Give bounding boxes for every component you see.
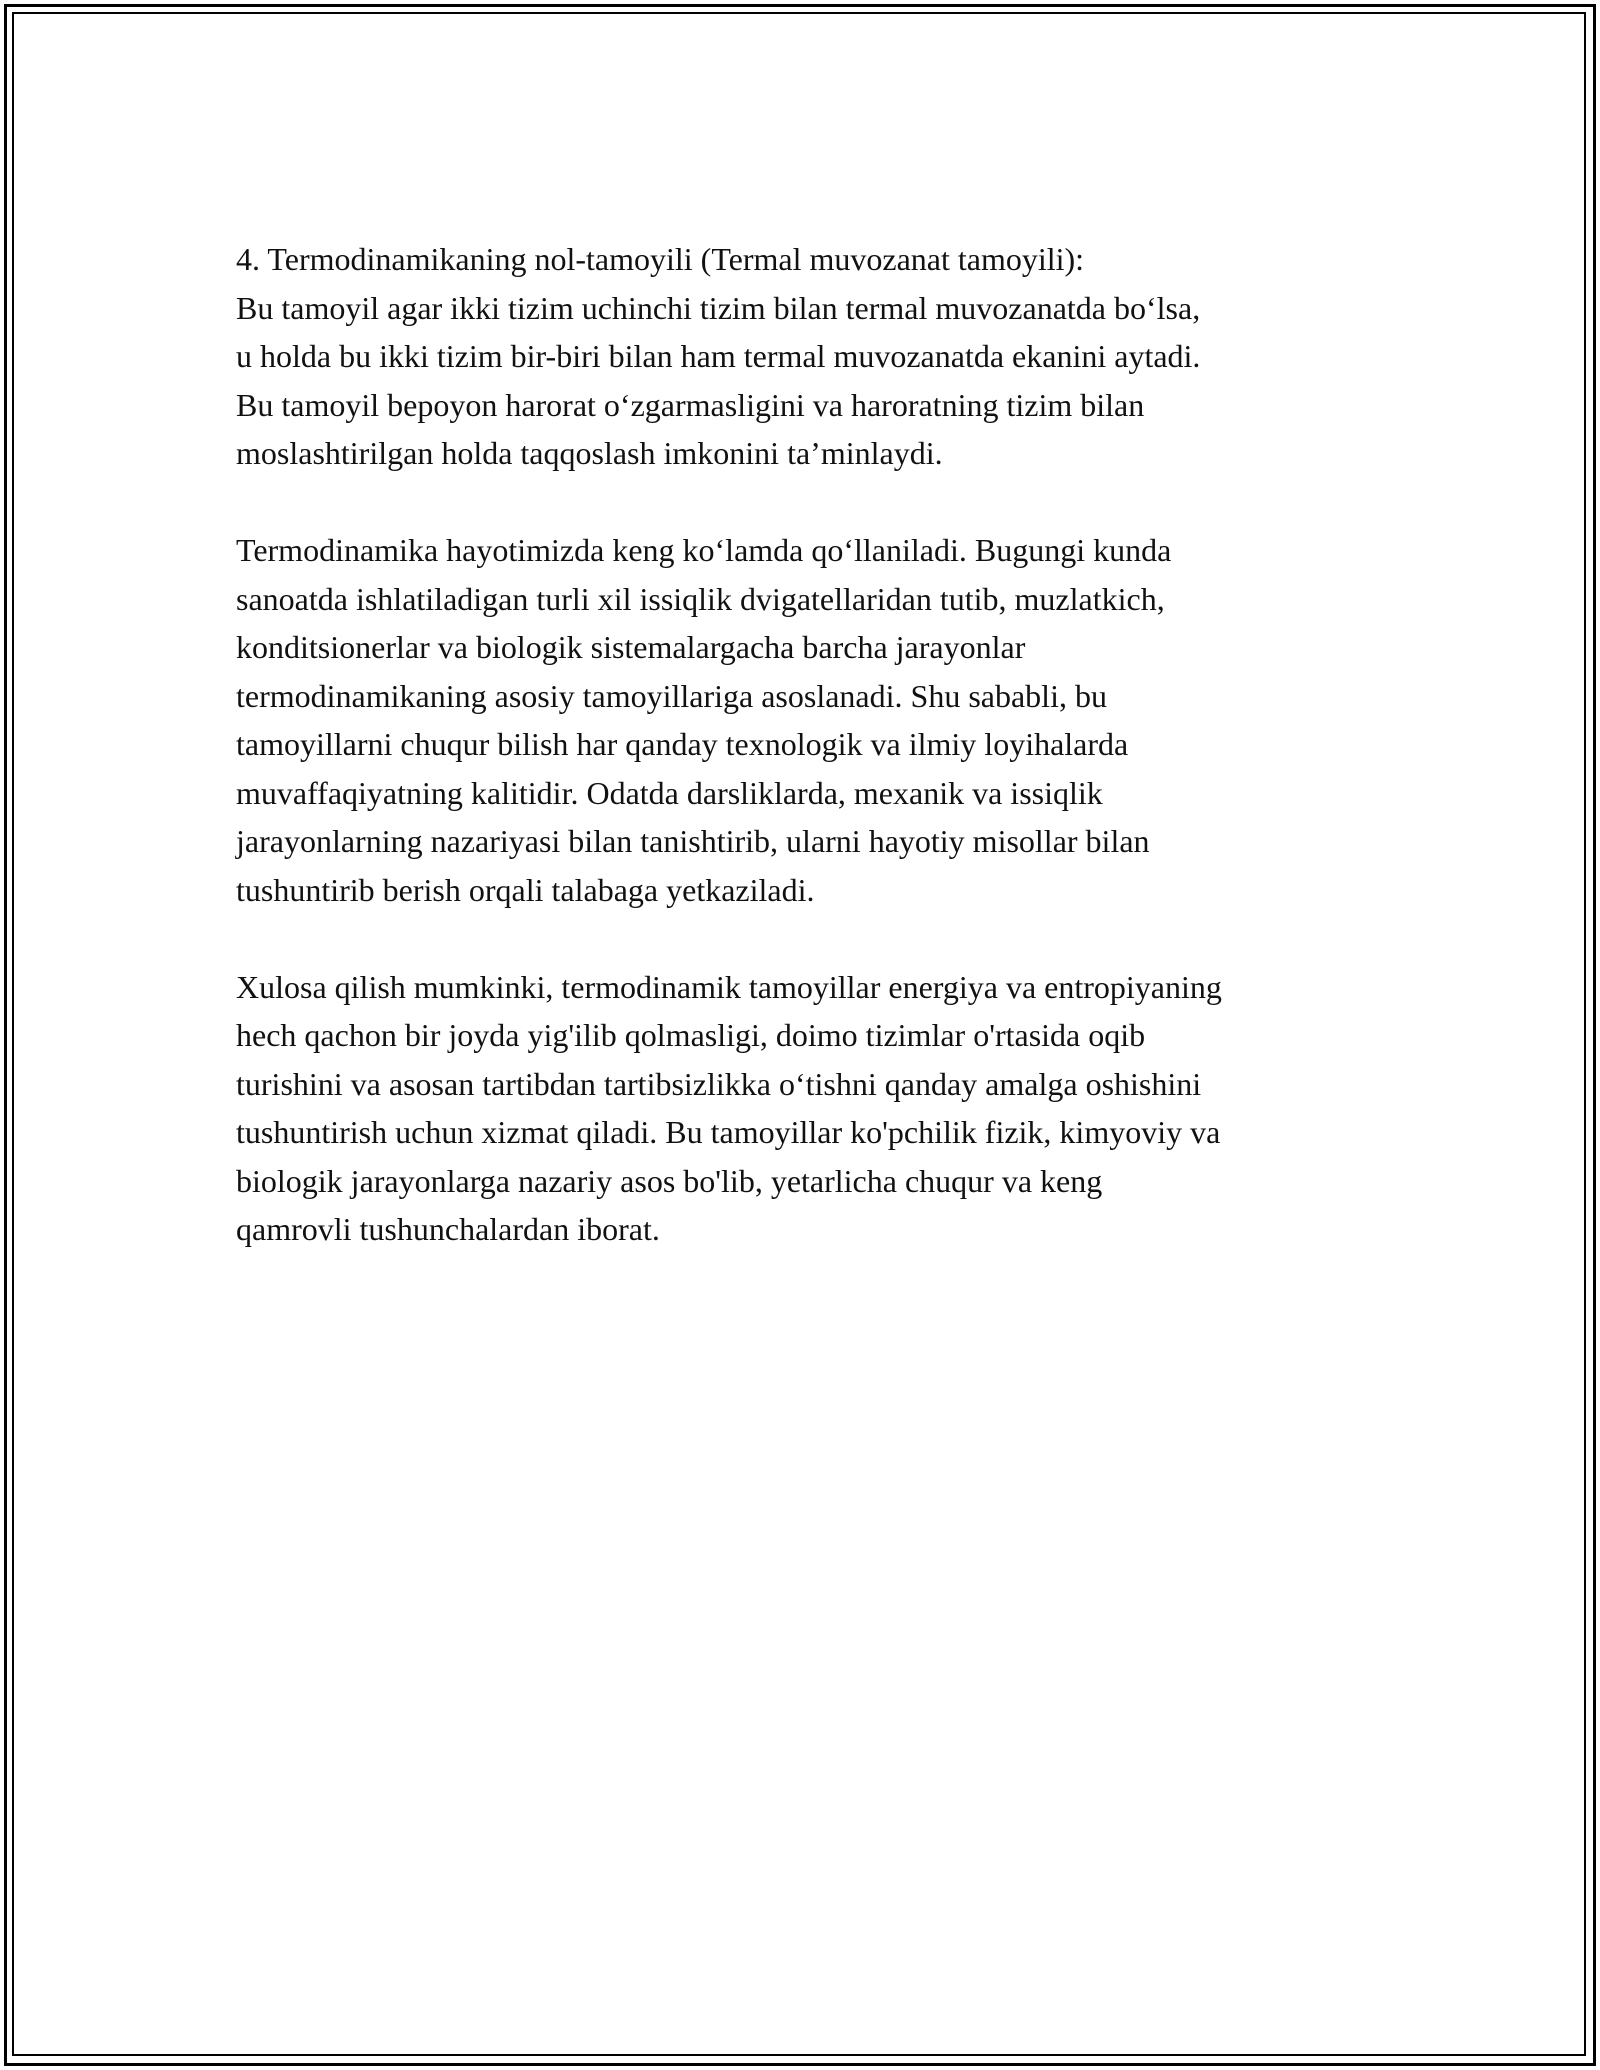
text-line: qamrovli tushunchalardan iborat. — [236, 1211, 660, 1247]
text-line: moslashtirilgan holda taqqoslash imkonini ta’minlaydi. — [236, 435, 943, 471]
text-line: tamoyillarni chuqur bilish har qanday texnologik va ilmiy loyihalarda — [236, 726, 1129, 762]
paragraph-conclusion — [236, 963, 1386, 1254]
text-line: Bu tamoyil agar ikki tizim uchinchi tizim bilan termal muvozanatda bo‘lsa, — [236, 289, 1201, 326]
text-line: Bu tamoyil bepoyon harorat o‘zgarmasligini va haroratning tizim bilan — [236, 386, 1145, 423]
document-body — [236, 235, 1386, 1254]
heading-zeroth-law: 4. Termodinamikaning nol-tamoyili (Termal muvozanat tamoyili): — [236, 241, 1085, 277]
text-line: turishini va asosan tartibdan tartibsizlikka o‘tishni qanday amalga oshishini — [236, 1065, 1202, 1102]
text-line: jarayonlarning nazariyasi bilan tanishtirib, ularni hayotiy misollar bilan — [236, 823, 1150, 859]
paragraph-applications — [236, 526, 1386, 914]
text-line: konditsionerlar va biologik sistemalargacha barcha jarayonlar — [236, 629, 1026, 665]
text-line: tushuntirib berish orqali talabaga yetkaziladi. — [236, 871, 815, 908]
text-line: tushuntirish uchun xizmat qiladi. Bu tamoyillar ko'pchilik fizik, kimyoviy va — [236, 1114, 1221, 1150]
text-line: Xulosa qilish mumkinki, termodinamik tamoyillar energiya va entropiyaning — [236, 968, 1222, 1005]
text-line: sanoatda ishlatiladigan turli xil issiqlik dvigatellaridan tutib, muzlatkich, — [236, 580, 1165, 617]
text-line: muvaffaqiyatning kalitidir. Odatda darsliklarda, mexanik va issiqlik — [236, 774, 1103, 811]
text-line: hech qachon bir joyda yig'ilib qolmasligi, doimo tizimlar o'rtasida oqib — [236, 1017, 1146, 1053]
text-line: u holda bu ikki tizim bir-biri bilan ham termal muvozanatda ekanini aytadi. — [236, 338, 1201, 374]
paragraph-zeroth-law — [236, 235, 1386, 478]
text-line: termodinamikaning asosiy tamoyillariga asoslanadi. Shu sababli, bu — [236, 677, 1107, 714]
text-line: Termodinamika hayotimizda keng ko‘lamda qo‘llaniladi. Bugungi kunda — [236, 532, 1172, 568]
text-line: biologik jarayonlarga nazariy asos bo'lib, yetarlicha chuqur va keng — [236, 1162, 1103, 1199]
